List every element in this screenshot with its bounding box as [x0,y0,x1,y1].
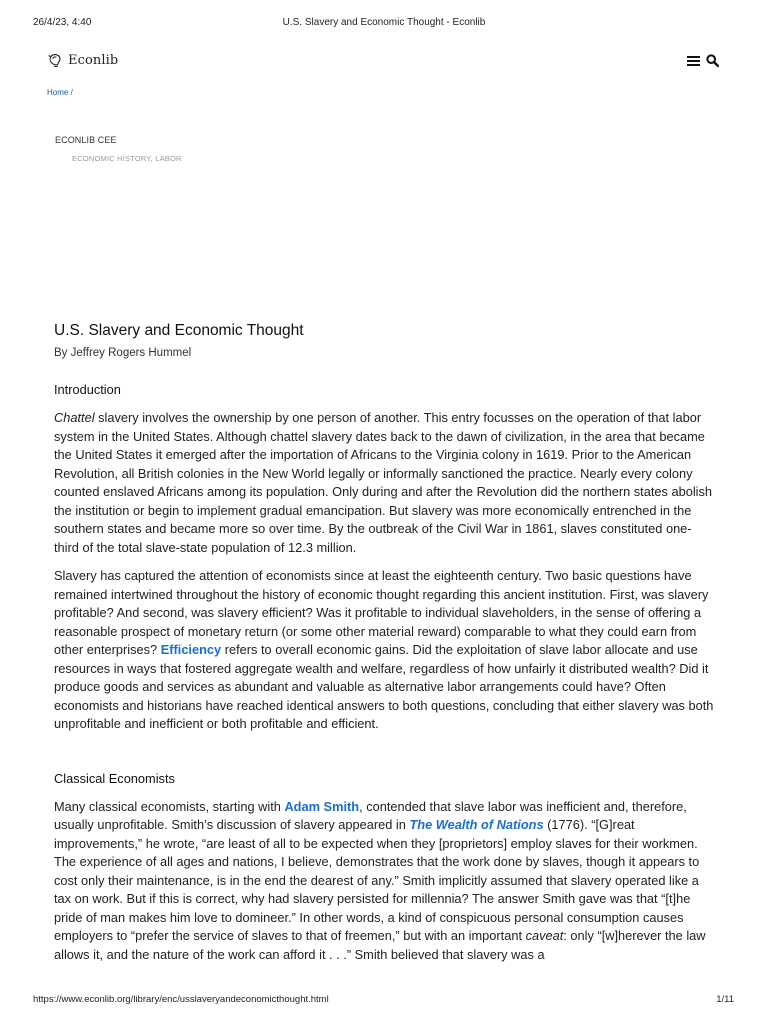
header-icons [687,54,719,67]
p3-mid2: (1776). “[G]reat improvements,” he wrote, “are least of all to be expected when they [proprietors] employ slaves for their workmen. The experience of all ages and nations, I believe, demonstrates that the work done by slaves, though it appears to cost only their maintenance, is in the end the dearest of any.” Smith implicitly assumed that slavery operated like a tax on work. But if this is correct, why had slavery persisted for millennia? The answer Smith gave was that “[t]he pride of man makes him love to domineer.” In other words, a kind of conspicuous personal consumption causes employers to “prefer the service of slaves to that of freemen,” but with an important [54,817,700,943]
classical-paragraph-1 [54,798,716,965]
article-title: U.S. Slavery and Economic Thought [54,322,304,339]
print-footer [0,994,768,1008]
p1-text: slavery involves the ownership by one person of another. This entry focusses on the operation of that labor system in the United States. Although chattel slavery dates back to the dawn of civilization, in the area that became the United States it emerged after the importation of Africans to the Virginia colony in 1619. Prior to the American Revolution, all British colonies in the New World legally or informally sanctioned the practice. Nearly every colony counted enslaved Africans among its population. Only during and after the Revolution did the northern states abolish the institution or begin to implement gradual emancipation. But slavery was more economically entrenched in the southern states and became more so over time. By the outbreak of the Civil War in 1861, slaves constituted one-third of the total slave-state population of 12.3 million. [54,410,713,555]
category-group [55,135,182,163]
category-tags[interactable]: ECONOMIC HISTORY, LABOR [72,154,182,163]
print-datetime: 26/4/23, 4:40 [33,17,92,28]
caveat-italic: caveat [525,928,564,943]
site-header [47,52,719,74]
classical-heading: Classical Economists [54,770,175,786]
article [54,321,716,964]
lightbulb-icon [47,52,64,69]
print-url: https://www.econlib.org/library/enc/usslaveryandeconomicthought.html [33,994,329,1005]
p2-after: refers to overall economic gains. Did the exploitation of slave labor allocate and use resources in ways that fostered aggregate wealth and welfare, regardless of how unfairly it distributed wealth? Did it produce goods and services as abundant and valuable as alternative labor arrangements could have? Often economists and historians have reached identical answers to both questions, concluding that either slavery was both unprofitable and inefficient or both profitable and efficient. [54,642,714,731]
print-page-number: 1/11 [716,994,734,1005]
efficiency-link[interactable]: Efficiency [160,642,222,657]
adam-smith-link[interactable]: Adam Smith [284,798,360,814]
wealth-of-nations-link[interactable]: The Wealth of Nations [409,817,544,832]
breadcrumb-home-link[interactable]: Home [47,88,69,97]
p3-before: Many classical economists, starting with [54,798,285,814]
p3-end: : only “[w]herever the law allows it, and the nature of the work can afford it . . .” Smith believed that slavery was a [54,928,706,962]
econlib-logo[interactable] [47,52,118,69]
intro-heading: Introduction [54,382,121,397]
breadcrumb [47,88,73,97]
chattel-italic: Chattel [54,410,95,425]
p3-mid1: , contended that slave labor was inefficient and, therefore, usually unprofitable. Smith’s discussion of slavery appeared in [54,798,687,832]
print-page-title: U.S. Slavery and Economic Thought - Econlib [282,17,486,28]
p2-before: Slavery has captured the attention of economists since at least the eighteenth century. Two basic questions have remained intertwined throughout the history of economic thought regarding this ancient institution. First, was slavery profitable? And second, was slavery efficient? Was it profitable to individual slaveholders, in the sense of offering a reasonable prospect of monetary return (or some other material reward) comparable to what they could earn from other enterprises? [54,568,709,657]
hamburger-icon[interactable] [687,55,700,67]
logo-text: Econlib [68,53,119,68]
article-byline: By Jeffrey Rogers Hummel [54,347,192,359]
print-header [0,17,768,31]
breadcrumb-separator: / [70,88,73,97]
search-icon[interactable] [706,54,719,67]
category-label[interactable]: ECONLIB CEE [55,135,117,145]
intro-paragraph-2 [54,567,716,734]
intro-paragraph-1 [54,409,716,557]
